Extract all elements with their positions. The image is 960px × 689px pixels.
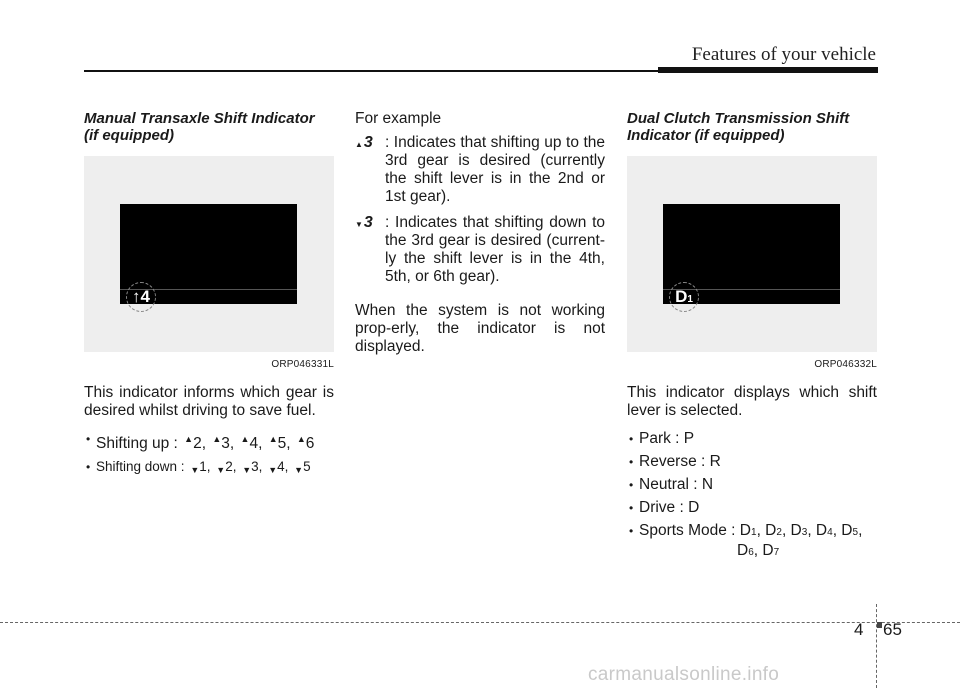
shift-down-label: Shifting down :	[96, 459, 185, 474]
dct-section-title	[627, 110, 877, 144]
gear-value: 3	[251, 459, 259, 474]
footer-rule	[0, 622, 960, 623]
gear-value: 3	[221, 435, 230, 452]
watermark: carmanualsonline.info	[588, 664, 780, 685]
page-header-title: Features of your vehicle	[691, 44, 876, 65]
gear-value: 4	[249, 435, 259, 452]
dct-title-line2: Indicator (if equipped)	[627, 127, 785, 144]
gear-d1-indicator-icon	[669, 282, 699, 312]
manual-title-line1: Manual Transaxle Shift Indicator	[84, 110, 315, 127]
triangle-up-icon: ▲	[184, 434, 194, 444]
dct-title-line1: Dual Clutch Transmission Shift	[627, 110, 850, 127]
cluster-display	[120, 204, 297, 304]
icon-gear: 3	[363, 214, 373, 231]
manual-indicator-figure	[84, 156, 334, 352]
icon-gear: 3	[363, 134, 373, 151]
badge-gear-sub: 1	[687, 294, 693, 305]
gear-value: 3	[801, 527, 808, 538]
badge-gear: D	[675, 287, 688, 306]
example-shift-down	[355, 214, 605, 286]
triangle-up-icon: ▲	[296, 434, 306, 444]
list-item-shift-down: • Shifting down : ▼1, ▼2, ▼3, ▼4, ▼5	[84, 458, 334, 479]
gear-value: 5	[277, 435, 287, 452]
shift-up-3-icon: ▲3	[355, 134, 373, 151]
dct-mode-list	[627, 430, 877, 562]
triangle-down-icon: ▼	[242, 465, 252, 475]
gear-value: 5	[852, 527, 859, 538]
example-heading: For example	[355, 110, 442, 127]
sports-mode-label: Sports Mode :	[639, 522, 736, 539]
dct-section	[627, 110, 877, 567]
header-rule	[84, 70, 664, 72]
dct-description: This indicator displays which shift lever is selected.	[627, 384, 877, 419]
gear-value: 1	[751, 527, 757, 538]
gear-value: 4	[827, 527, 833, 538]
shift-down-3-icon: ▼3	[355, 214, 373, 231]
triangle-down-icon: ▼	[190, 465, 200, 475]
gear-value: 1	[199, 459, 207, 474]
cluster-display	[663, 204, 840, 304]
triangle-down-icon: ▼	[216, 465, 226, 475]
gear-value: 6	[305, 435, 315, 452]
gear-value: 2	[193, 435, 202, 452]
list-item-sports-mode: • Sports Mode : D1, D2, D3, D4, D5, D6, D7	[627, 522, 877, 562]
example-section	[355, 110, 605, 356]
triangle-up-icon: ▲	[212, 434, 222, 444]
example-down-text: : Indicates that shifting down to the 3rd gear is desired (current-ly the shift lever is in the 4th, 5th, or 6th gear).	[385, 214, 605, 285]
list-item: • Drive : D	[627, 499, 877, 517]
header-rule-accent	[658, 67, 878, 73]
gear-value: 4	[277, 459, 285, 474]
gear-value: 5	[303, 459, 311, 474]
manual-description: This indicator informs which gear is desired whilst driving to save fuel.	[84, 384, 334, 419]
list-item-shift-up: • Shifting up : ▲2, ▲3, ▲4, ▲5, ▲6	[84, 430, 334, 453]
triangle-up-icon: ▲	[268, 434, 278, 444]
dct-indicator-figure	[627, 156, 877, 352]
gear-value: 2	[225, 459, 233, 474]
footer-divider	[876, 604, 878, 688]
page-number: 65	[883, 620, 902, 639]
gear-value: 6	[748, 547, 754, 558]
triangle-down-icon: ▼	[268, 465, 278, 475]
figure-code: ORP046332L	[814, 359, 877, 370]
example-note: When the system is not working prop-erly, the indicator is not displayed.	[355, 302, 605, 355]
badge-arrow-up-icon: ↑	[132, 287, 141, 306]
list-item: • Park : P	[627, 430, 877, 448]
example-shift-up	[355, 134, 605, 206]
gear-up-indicator-icon	[126, 282, 156, 312]
gear-value: 7	[773, 547, 780, 558]
shift-list	[84, 430, 334, 479]
manual-section-title	[84, 110, 334, 144]
shift-up-label: Shifting up :	[96, 435, 178, 452]
list-item: • Reverse : R	[627, 453, 877, 471]
footer-tick	[877, 622, 882, 628]
list-item: • Neutral : N	[627, 476, 877, 494]
badge-gear: 4	[140, 287, 150, 306]
example-up-text: : Indicates that shifting up to the 3rd gear is desired (currently the shift lever is in the 2nd or 1st gear).	[385, 134, 605, 205]
triangle-up-icon: ▲	[240, 434, 250, 444]
chapter-number: 4	[854, 620, 864, 639]
figure-code: ORP046331L	[271, 359, 334, 370]
gear-value: 2	[776, 527, 782, 538]
manual-title-line2: (if equipped)	[84, 127, 174, 144]
triangle-down-icon: ▼	[294, 465, 304, 475]
manual-shift-section	[84, 110, 334, 484]
